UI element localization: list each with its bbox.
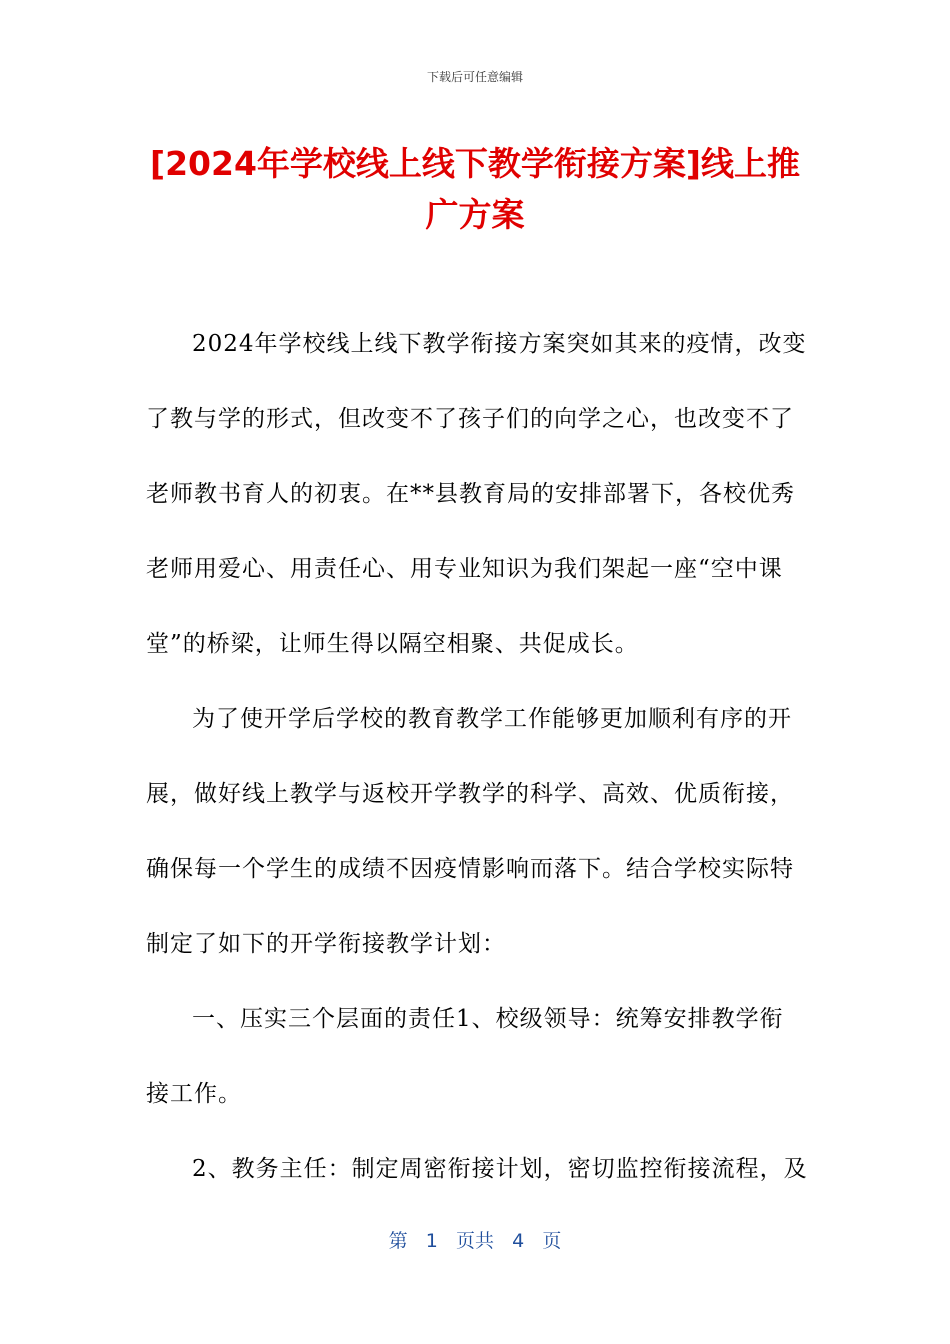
page-footer: [0, 1226, 950, 1253]
paragraph-line: 确保每一个学生的成绩不因疫情影响而落下。结合学校实际特: [146, 856, 794, 882]
document-body: [146, 328, 811, 1228]
title-line-2: 广方案: [425, 195, 525, 234]
footer-label-first: 第: [388, 1230, 408, 1252]
paragraph-line: 接工作。: [146, 1081, 242, 1107]
paragraph-line: 展，做好线上教学与返校开学教学的科学、高效、优质衔接，: [146, 781, 794, 807]
paragraph-line: 一、压实三个层面的责任1、校级领导：统筹安排教学衔: [192, 1006, 784, 1032]
footer-label-mid: 页共: [455, 1230, 494, 1252]
paragraph-line: 老师用爱心、用责任心、用专业知识为我们架起一座“空中课: [146, 556, 783, 582]
paragraph-line: 为了使开学后学校的教育教学工作能够更加顺利有序的开: [192, 706, 792, 732]
paragraph-line: 老师教书育人的初衷。在**县教育局的安排部署下，各校优秀: [146, 481, 795, 507]
paragraph-line: 制定了如下的开学衔接教学计划：: [146, 931, 506, 957]
page-header-note: 下载后可任意编辑: [426, 70, 523, 84]
footer-label-last: 页: [542, 1230, 562, 1252]
paragraph-line: 堂”的桥梁，让师生得以隔空相聚、共促成长。: [146, 631, 639, 657]
title-line-1: [2024年学校线上线下教学衔接方案]线上推: [149, 144, 800, 183]
footer-current-page: 1: [425, 1230, 438, 1252]
footer-total-pages: 4: [512, 1230, 525, 1252]
paragraph-line: 2024年学校线上线下教学衔接方案突如其来的疫情，改变: [192, 331, 807, 357]
document-title: [140, 138, 810, 240]
paragraph-line: 了教与学的形式，但改变不了孩子们的向学之心，也改变不了: [146, 406, 794, 432]
paragraph-line: 2、教务主任：制定周密衔接计划，密切监控衔接流程，及: [192, 1156, 808, 1182]
